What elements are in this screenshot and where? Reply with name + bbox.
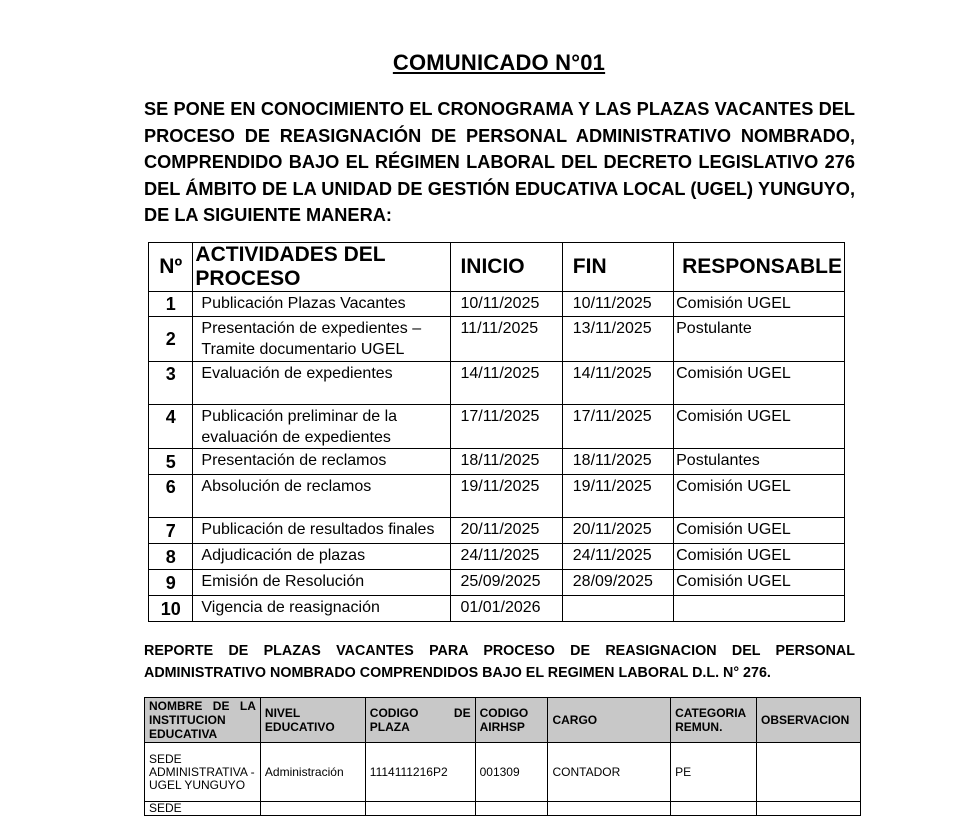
header-position: CARGO [548, 698, 671, 743]
row-start: 20/11/2025 [451, 518, 562, 544]
row-responsible: Comisión UGEL [674, 475, 845, 518]
row-num: 8 [149, 544, 193, 570]
report-heading: REPORTE DE PLAZAS VACANTES PARA PROCESO DE REASIGNACION DEL PERSONAL ADMINISTRATIVO NOMBRADO COMPRENDIDOS BAJO EL REGIMEN LABORAL D.L. N° 276. [144, 643, 855, 681]
vacancies-table [144, 697, 861, 816]
row-num: 5 [149, 449, 193, 475]
row-num: 7 [149, 518, 193, 544]
row-activity: Publicación Plazas Vacantes [193, 292, 451, 317]
header-start: INICIO [451, 243, 562, 292]
row-end: 19/11/2025 [562, 475, 673, 518]
table-row [149, 292, 845, 317]
row-start: 11/11/2025 [451, 317, 562, 362]
schedule-table [148, 242, 845, 622]
cell-category [671, 802, 757, 816]
table-row [149, 405, 845, 449]
table-row [145, 802, 861, 816]
row-start: 10/11/2025 [451, 292, 562, 317]
table-row [149, 449, 845, 475]
cell-code [365, 802, 475, 816]
row-start: 24/11/2025 [451, 544, 562, 570]
row-num: 10 [149, 596, 193, 622]
row-responsible: Comisión UGEL [674, 544, 845, 570]
row-end: 17/11/2025 [562, 405, 673, 449]
row-start: 25/09/2025 [451, 570, 562, 596]
row-activity: Presentación de reclamos [193, 449, 451, 475]
row-num: 6 [149, 475, 193, 518]
cell-observation [757, 802, 861, 816]
cell-level: Administración [260, 743, 365, 802]
header-num: Nº [149, 243, 193, 292]
row-end: 18/11/2025 [562, 449, 673, 475]
table-row [149, 518, 845, 544]
row-end: 14/11/2025 [562, 362, 673, 405]
header-responsible: RESPONSABLE [674, 243, 845, 292]
cell-institution: SEDE ADMINISTRATIVA - UGEL YUNGUYO [145, 743, 261, 802]
cell-airhsp [475, 802, 548, 816]
row-end [562, 596, 673, 622]
row-end: 10/11/2025 [562, 292, 673, 317]
row-responsible: Postulantes [674, 449, 845, 475]
cell-code: 1114111216P2 [365, 743, 475, 802]
header-institution: NOMBRE DE LA INSTITUCION EDUCATIVA [145, 698, 261, 743]
row-num: 1 [149, 292, 193, 317]
cell-position: CONTADOR [548, 743, 671, 802]
row-end: 24/11/2025 [562, 544, 673, 570]
row-num: 4 [149, 405, 193, 449]
header-level: NIVEL EDUCATIVO [260, 698, 365, 743]
row-responsible: Postulante [674, 317, 845, 362]
table-row [149, 362, 845, 405]
header-activity: ACTIVIDADES DEL PROCESO [193, 243, 451, 292]
table-row [145, 743, 861, 802]
row-end: 20/11/2025 [562, 518, 673, 544]
cell-observation [757, 743, 861, 802]
row-responsible: Comisión UGEL [674, 405, 845, 449]
row-start: 17/11/2025 [451, 405, 562, 449]
row-num: 9 [149, 570, 193, 596]
row-activity: Publicación de resultados finales [193, 518, 451, 544]
row-end: 28/09/2025 [562, 570, 673, 596]
cell-position [548, 802, 671, 816]
table-row [149, 317, 845, 362]
cell-level [260, 802, 365, 816]
row-start: 19/11/2025 [451, 475, 562, 518]
document-title: COMUNICADO N°01 [392, 50, 606, 75]
header-airhsp: CODIGO AIRHSP [475, 698, 548, 743]
row-activity: Publicación preliminar de la evaluación de expedientes [193, 405, 451, 449]
row-activity: Absolución de reclamos [193, 475, 451, 518]
table-row [149, 475, 845, 518]
row-activity: Emisión de Resolución [193, 570, 451, 596]
row-activity: Evaluación de expedientes [193, 362, 451, 405]
header-observation: OBSERVACION [757, 698, 861, 743]
row-activity: Vigencia de reasignación [193, 596, 451, 622]
header-end: FIN [562, 243, 673, 292]
cell-category: PE [671, 743, 757, 802]
header-code: CODIGO DE PLAZA [365, 698, 475, 743]
row-activity: Adjudicación de plazas [193, 544, 451, 570]
intro-paragraph: SE PONE EN CONOCIMIENTO EL CRONOGRAMA Y LAS PLAZAS VACANTES DEL PROCESO DE REASIGNACIÓN DE PERSONAL ADMINISTRATIVO NOMBRADO, COMPRENDIDO BAJO EL RÉGIMEN LABORAL DEL DECRETO LEGISLATIVO 276 DEL ÁMBITO DE LA UNIDAD DE GESTIÓN EDUCATIVA LOCAL (UGEL) YUNGUYO, DE LA SIGUIENTE MANERA: [144, 99, 855, 226]
row-responsible: Comisión UGEL [674, 362, 845, 405]
schedule-header-row [149, 243, 845, 292]
row-end: 13/11/2025 [562, 317, 673, 362]
row-start: 01/01/2026 [451, 596, 562, 622]
table-row [149, 544, 845, 570]
row-responsible: Comisión UGEL [674, 518, 845, 544]
cell-institution: SEDE [145, 802, 261, 816]
row-activity: Presentación de expedientes – Tramite documentario UGEL [193, 317, 451, 362]
table-row [149, 596, 845, 622]
row-start: 18/11/2025 [451, 449, 562, 475]
row-responsible [674, 596, 845, 622]
row-num: 3 [149, 362, 193, 405]
row-num: 2 [149, 317, 193, 362]
row-responsible: Comisión UGEL [674, 570, 845, 596]
header-category: CATEGORIA REMUN. [671, 698, 757, 743]
row-responsible: Comisión UGEL [674, 292, 845, 317]
vacancies-header-row [145, 698, 861, 743]
cell-airhsp: 001309 [475, 743, 548, 802]
table-row [149, 570, 845, 596]
row-start: 14/11/2025 [451, 362, 562, 405]
